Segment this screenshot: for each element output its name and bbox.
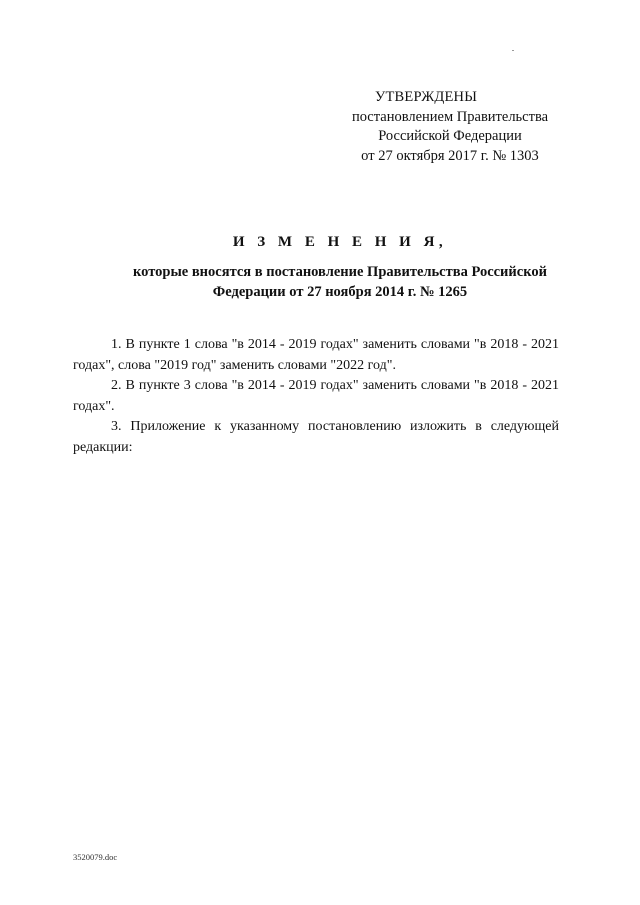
approval-heading: УТВЕРЖДЕНЫ bbox=[375, 89, 478, 105]
scan-speck bbox=[512, 50, 514, 51]
approval-line-3: от 27 октября 2017 г. № 1303 bbox=[361, 147, 539, 164]
footer-filename: 3520079.doc bbox=[73, 852, 118, 862]
document-title: И З М Е Н Е Н И Я, bbox=[232, 234, 448, 250]
subtitle-line-2: Федерации от 27 ноября 2014 г. № 1265 bbox=[212, 284, 468, 300]
document-subtitle bbox=[60, 262, 620, 302]
amendment-item-1: 1. В пункте 1 слова "в 2014 - 2019 годах" заменить словами "в 2018 - 2021 годах", слова "2019 год" заменить словами "2022 год". bbox=[73, 337, 559, 373]
approval-stamp-block bbox=[330, 88, 570, 166]
approval-line-2: Российской Федерации bbox=[378, 128, 522, 144]
amendments-list bbox=[73, 335, 559, 458]
amendment-item-2: 2. В пункте 3 слова "в 2014 - 2019 годах" заменить словами "в 2018 - 2021 годах". bbox=[73, 378, 559, 414]
subtitle-line-1: которые вносятся в постановление Правительства Российской bbox=[133, 264, 547, 280]
amendment-item-3: 3. Приложение к указанному постановлению изложить в следующей редакции: bbox=[73, 419, 559, 455]
approval-line-1: постановлением Правительства bbox=[351, 108, 549, 125]
